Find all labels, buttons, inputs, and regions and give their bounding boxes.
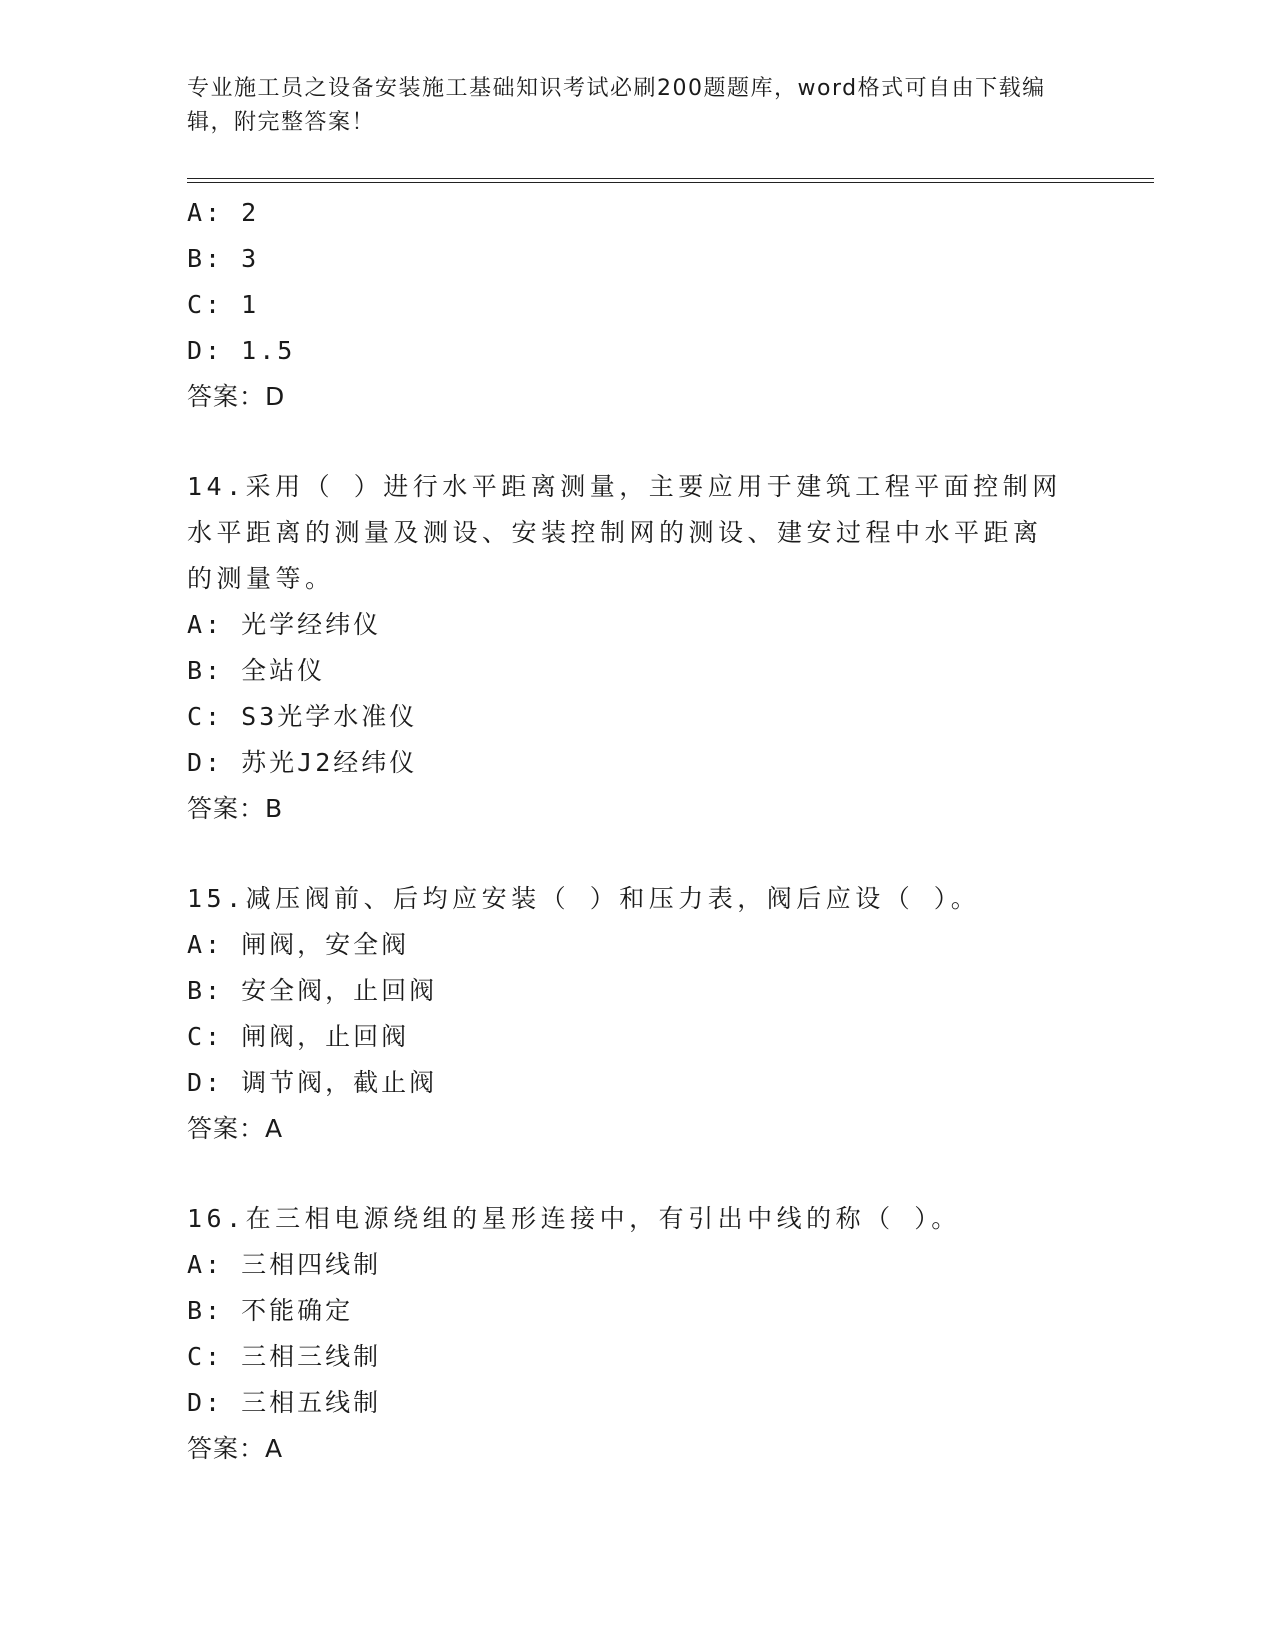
option-a: A: 2	[187, 198, 260, 227]
question-block-13	[187, 190, 1087, 420]
document-title: 专业施工员之设备安装施工基础知识考试必刷200题题库，word格式可自由下载编辑，附完整答案！	[187, 76, 1046, 135]
question-block-14	[187, 464, 1087, 832]
option-c: C: 三相三线制	[187, 1342, 382, 1371]
answer-line: 答案：A	[187, 1114, 284, 1143]
option-c: C: 1	[187, 290, 260, 319]
document-body	[187, 190, 1087, 1472]
question-text: 15.减压阀前、后均应安装（ ）和压力表，阀后应设（ ）。	[187, 884, 981, 913]
answer-line: 答案：A	[187, 1434, 284, 1463]
option-a: A: 闸阀，安全阀	[187, 930, 410, 959]
option-b: B: 3	[187, 244, 260, 273]
answer-line: 答案：D	[187, 382, 286, 411]
header-divider-bottom	[187, 182, 1154, 183]
option-d: D: 调节阀，截止阀	[187, 1068, 438, 1097]
option-b: B: 安全阀，止回阀	[187, 976, 438, 1005]
question-text: 14.采用（ ）进行水平距离测量，主要应用于建筑工程平面控制网水平距离的测量及测设、安装控制网的测设、建安过程中水平距离的测量等。	[187, 472, 1062, 593]
option-d: D: 1.5	[187, 336, 296, 365]
question-text: 16.在三相电源绕组的星形连接中，有引出中线的称（ ）。	[187, 1204, 961, 1233]
option-c: C: 闸阀，止回阀	[187, 1022, 410, 1051]
option-a: A: 光学经纬仪	[187, 610, 382, 639]
option-d: D: 三相五线制	[187, 1388, 382, 1417]
option-c: C: S3光学水准仪	[187, 702, 418, 731]
question-block-15	[187, 876, 1087, 1152]
question-block-16	[187, 1196, 1087, 1472]
option-d: D: 苏光J2经纬仪	[187, 748, 418, 777]
option-b: B: 全站仪	[187, 656, 326, 685]
answer-line: 答案：B	[187, 794, 284, 823]
header-divider-top	[187, 178, 1154, 179]
option-b: B: 不能确定	[187, 1296, 354, 1325]
option-a: A: 三相四线制	[187, 1250, 382, 1279]
